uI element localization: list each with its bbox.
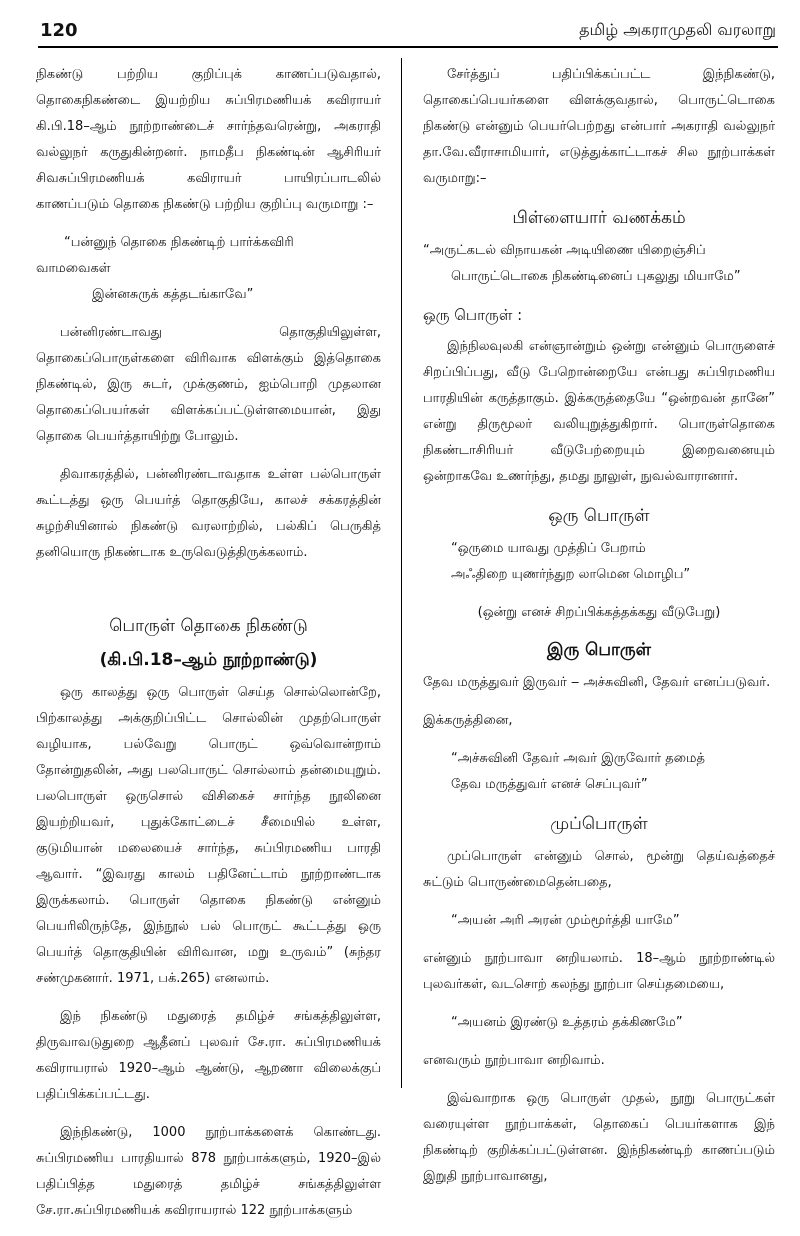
section-title: பொருள் தொகை நிகண்டு: [109, 616, 308, 636]
paragraph: திவாகரத்தில், பன்னிரண்டாவதாக உள்ள பல்பொருள் கூட்டத்து ஒரு பெயர்த் தொகுதியே, காலச் சக்கரத்தின் சுழற்சியினால் நிகண்டு வரலாற்றில், பல்கிப் பெருகித் தனியொரு நிகண்டாக உருவெடுத்திருக்கலாம்.: [36, 467, 381, 560]
verse-quote: [423, 746, 775, 798]
page-header: [40, 16, 776, 56]
verse-quote: [423, 908, 775, 934]
verse-line: “அச்சுவினி தேவர் அவர் இருவோர் தமைத்: [451, 751, 705, 766]
paragraph: என்னும் நூற்பாவா னறியலாம். 18–ஆம் நூற்றாண்டில் புலவர்கள், வடசொற் கலந்து நூற்பா செய்தமையை,: [423, 951, 775, 992]
verse-line: “ஒருமை யாவது முத்திப் பேறாம்: [451, 541, 646, 556]
verse-line: “அருட்கடல் விநாயகன் அடியிணை யிறைஞ்சிப்: [423, 243, 706, 258]
header-rule: [38, 46, 778, 48]
paragraph: இந்நிலவுலகி என்ஞான்றும் ஒன்று என்னும் பொருளைச் சிறப்பிப்பது, வீடு பேறொன்றையே என்பது சுப்பிரமணிய பாரதியின் கருத்தாகும். இக்கருத்தையே “ஒன்றவன் தானே” என்று திருமூலர் வலியுறுத்துகிறார். பொருள்தொகை நிகண்டாசிரியர் வீடுபேற்றையும் இறைவனையும் ஒன்றாகவே உணர்ந்து, தமது நூலுள், நுவல்வாரானார்.: [423, 339, 775, 484]
section-heading: முப்பொருள்: [550, 814, 648, 834]
verse-line: வாமவைகள்: [36, 261, 111, 276]
right-column: [423, 62, 775, 1202]
verse-quote: [423, 238, 775, 290]
note: (ஒன்று எனச் சிறப்பிக்கத்தக்கது வீடுபேறு): [477, 605, 721, 620]
section-heading: பிள்ளையார் வணக்கம்: [512, 208, 686, 228]
left-column: [36, 62, 381, 1236]
verse-quote: [423, 536, 775, 588]
paragraph: பன்னிரண்டாவது தொகுதியிலுள்ள, தொகைப்பொருள்களை விரிவாக விளக்கும் இத்தொகை நிகண்டில், இரு சுடர், முக்குணம், ஐம்பொறி முதலான தொகைப்பெயர்கள் விளக்கப்பட்டுள்ளமையான், இது தொகை பெயர்த்தாயிற்று போலும்.: [36, 325, 381, 444]
section-heading: இரு பொருள்: [546, 640, 652, 660]
verse-line: அஃதிறை யுணர்ந்துற லாமென மொழிப”: [451, 567, 691, 582]
column-divider: [401, 58, 402, 1088]
verse-line: தேவ மருத்துவர் எனச் செப்புவர்”: [451, 777, 648, 792]
paragraph: இக்கருத்தினை,: [423, 713, 513, 728]
verse-line: “பன்னுந் தொகை நிகண்டிற் பார்க்கவிரி: [64, 235, 294, 250]
verse-line: “அயன் அரி அரன் மும்மூர்த்தி யாமே”: [451, 913, 680, 928]
section-subtitle: (கி.பி.18–ஆம் நூற்றாண்டு): [99, 650, 318, 670]
verse-quote: [36, 230, 381, 308]
running-title: தமிழ் அகராமுதலி வரலாறு: [579, 20, 776, 39]
paragraph: இந் நிகண்டு மதுரைத் தமிழ்ச் சங்கத்திலுள்ள, திருவாவடுதுறை ஆதீனப் புலவர் சே.ரா. சுப்பிரமணியக் கவிராயரால் 1920–ஆம் ஆண்டு, ஆறணா விலைக்குப் பதிப்பிக்கப்பட்டது.: [36, 1009, 381, 1102]
paragraph: இவ்வாறாக ஒரு பொருள் முதல், நூறு பொருட்கள் வரையுள்ள நூற்பாக்கள், தொகைப் பெயர்களாக இந் நிகண்டிற் குறிக்கப்பட்டுள்ளன. இந்நிகண்டிற் காணப்படும் இறுதி நூற்பாவானது,: [423, 1091, 775, 1184]
paragraph: நிகண்டு பற்றிய குறிப்புக் காணப்படுவதால், தொகைநிகண்டை இயற்றிய சுப்பிரமணியக் கவிராயர் கி.பி.18–ஆம் நூற்றாண்டைச் சார்ந்தவரென்று, அகராதி வல்லுநர் கருதுகின்றனர். நாமதீப நிகண்டின் ஆசிரியர் சிவசுப்பிரமணியக் கவிராயர் பாயிரப்பாடலில் காணப்படும் தொகை நிகண்டு பற்றிய குறிப்பு வருமாறு :–: [36, 67, 381, 212]
sub-heading: ஒரு பொருள் :: [423, 306, 523, 324]
verse-quote: [423, 1010, 775, 1036]
paragraph: ஒரு காலத்து ஒரு பொருள் செய்த சொல்லொன்றே, பிற்காலத்து அக்குறிப்பிட்ட சொல்லின் முதற்பொருள் வழியாக, பல்வேறு பொருட் ஒவ்வொன்றாம் தோன்றுதலின், அது பலபொருட் சொல்லாம் தன்மையுறும். பலபொருள் ஒருசொல் விசிகைச் சார்ந்த நூலினை இயற்றியவர், புதுக்கோட்டைச் சீமையில் உள்ள, குடுமியான் மலையைச் சார்ந்த, சுப்பிரமணிய பாரதி ஆவார். “இவரது காலம் பதினேட்டாம் நூற்றாண்டாக இருக்கலாம். பொருள் தொகை நிகண்டு என்னும் பெயரிலிருந்தே, இந்நூல் பல் பொருட் கூட்டத்து ஒரு பெயர்த் தொகுதியின் விரிவான, மறு உருவம்” (சுந்தர சண்முகனார். 1971, பக்.265) எனலாம்.: [36, 685, 381, 986]
verse-line: பொருட்டொகை நிகண்டினைப் புகலுது மியாமே”: [451, 269, 741, 284]
section-heading: ஒரு பொருள்: [548, 506, 650, 526]
paragraph: எனவரும் நூற்பாவா னறிவாம்.: [423, 1053, 605, 1068]
paragraph: இந்நிகண்டு, 1000 நூற்பாக்களைக் கொண்டது. சுப்பிரமணிய பாரதியால் 878 நூற்பாக்களும், 1920–இல் பதிப்பித்த மதுரைத் தமிழ்ச் சங்கத்திலுள்ள சே.ரா.சுப்பிரமணியக் கவிராயரால் 122 நூற்பாக்களும்: [36, 1125, 381, 1218]
paragraph: தேவ மருத்துவர் இருவர் ‒ அச்சுவினி, தேவர் எனப்படுவர்.: [423, 675, 771, 690]
page-number: 120: [40, 20, 78, 41]
paragraph: முப்பொருள் என்னும் சொல், மூன்று தெய்வத்தைச் சுட்டும் பொருண்மைதென்பதை,: [423, 849, 775, 890]
verse-line: “அயனம் இரண்டு உத்தரம் தக்கிணமே”: [451, 1015, 683, 1030]
verse-line: இன்னசுருக் கத்தடங்காவே”: [92, 287, 254, 302]
paragraph: சேர்த்துப் பதிப்பிக்கப்பட்ட இந்நிகண்டு, தொகைப்பெயர்களை விளக்குவதால், பொருட்டொகை நிகண்டு என்னும் பெயர்பெற்றது என்பார் அகராதி வல்லுநர் தா.வே.வீராசாமியார், எடுத்துக்காட்டாகச் சில நூற்பாக்கள் வருமாறு:–: [423, 67, 775, 186]
